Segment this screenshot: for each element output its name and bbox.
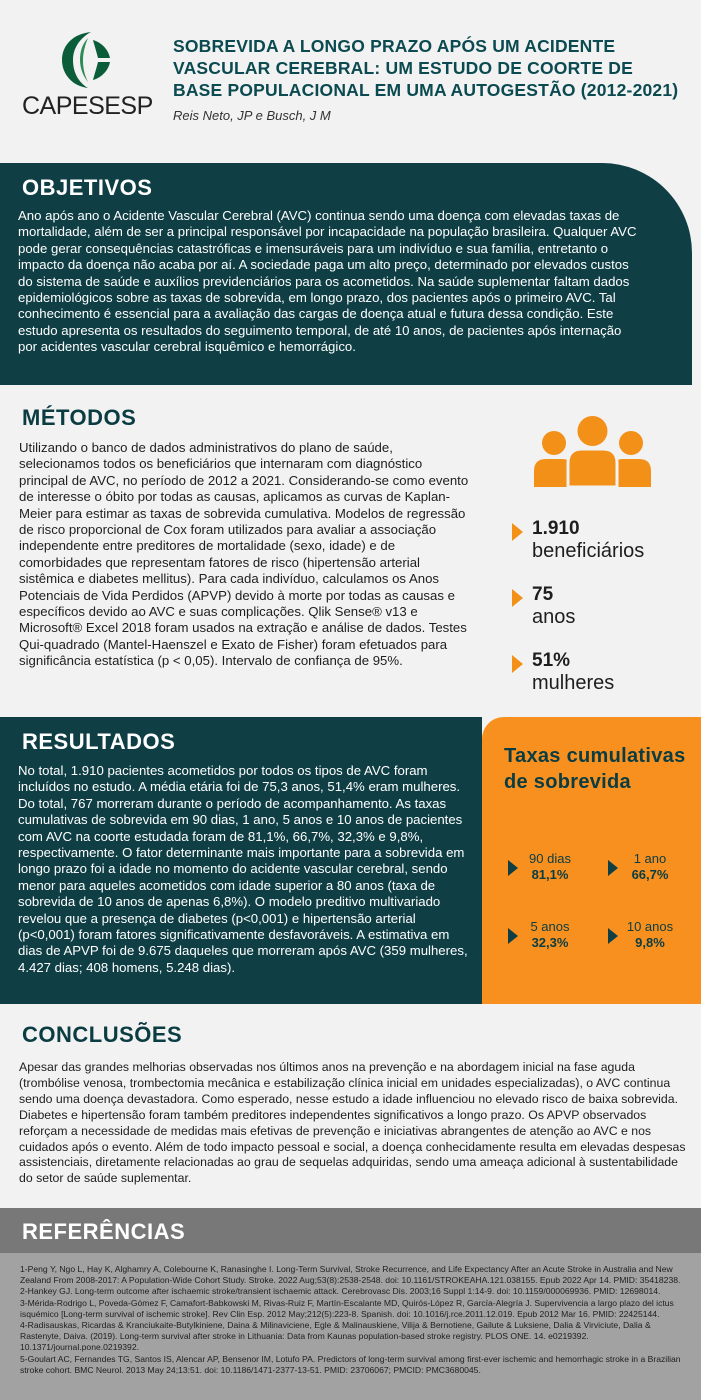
referencias-section	[0, 1208, 701, 1400]
referencias-heading: REFERÊNCIAS	[22, 1219, 186, 1244]
rate-label: 10 anos	[626, 919, 674, 934]
resultados-heading: RESULTADOS	[22, 729, 176, 754]
stat-label: anos	[532, 606, 576, 628]
authors: Reis Neto, JP e Busch, J M	[173, 108, 331, 123]
arrow-right-icon	[508, 928, 518, 944]
stat-mulheres	[512, 650, 682, 698]
arrow-right-icon	[608, 928, 618, 944]
resultados-section	[0, 717, 482, 1004]
stat-label: mulheres	[532, 672, 615, 694]
metodos-text: Utilizando o banco de dados administrativos do plano de saúde, selecionamos todos os beneficiários que internaram com diagnóstico principal de AVC, no período de 2012 a 2021. Considerando-se como evento de interesse o óbito por todas as causas, aplicamos as curvas de Kaplan-Meier para estimar as taxas de sobrevida cumulativa. Modelos de regressão de risco proporcional de Cox foram utilizados para avaliar a associação independente entre preditores de mortalidade (sexo, idade) e de comorbidades que representam fatores de risco (hipertensão arterial sistêmica e diabetes mellitus). Para cada indivíduo, calculamos os Anos Potenciais de Vida Perdidos (APVP) devido à morte por todas as causas e específicos devido ao AVC e suas complicações. Qlik Sense® v13 e Microsoft® Excel 2018 foram usados na extração e análise de dados. Testes Qui-quadrado (Mantel-Haenszel e Exato de Fisher) foram efetuados para significância estatística (p < 0,05). Intervalo de confiança de 95%.	[19, 440, 469, 669]
reference-item: 1-Peng Y, Ngo L, Hay K, Alghamry A, Colebourne K, Ranasinghe I. Long-Term Survival, Stroke Recurrence, and Life Expectancy After an Acute Stroke in Australia and New Zealand From 2008-2017: A Population-Wide Cohort Study. Stroke. 2022 Aug;53(8):2538-2548. doi: 10.1161/STROKEAHA.121.038155. Epub 2022 Apr 14. PMID: 35418238.	[20, 1264, 681, 1286]
rate-value: 81,1%	[531, 867, 569, 882]
stat-label: beneficiários	[532, 540, 645, 562]
stat-value: 51%	[532, 650, 571, 671]
arrow-right-icon	[608, 860, 618, 876]
conclusoes-heading: CONCLUSÕES	[22, 1022, 183, 1047]
people-group-icon	[530, 415, 655, 487]
arrow-right-icon	[512, 523, 523, 541]
rate-90-dias	[508, 851, 598, 887]
taxas-title: Taxas cumulativas de sobrevida	[504, 745, 686, 793]
rate-label: 90 dias	[529, 851, 571, 866]
reference-item: 3-Mérida-Rodrigo L, Poveda-Gómez F, Camafort-Babkowski M, Rivas-Ruiz F, Martín-Escalante MD, Quirós-López R, García-Alegría J. Supervivencia a largo plazo del ictus isquémico [Long-term survival of ischemic stroke]. Rev Clin Esp. 2012 May;212(5):223-8. Spanish. doi: 10.1016/j.rce.2011.12.019. Epub 2012 Mar 16. PMID: 22425144.	[20, 1297, 674, 1319]
capesesp-logo	[22, 30, 152, 125]
stat-idade	[512, 584, 682, 632]
objetivos-text: Ano após ano o Acidente Vascular Cerebral (AVC) continua sendo uma doença com elevadas taxas de mortalidade, além de ser a principal responsável por incapacidade na população brasileira. Qualquer AVC pode gerar consequências catastróficas e imensuráveis para um indivíduo e sua família, entretanto o impacto da doença não acaba por aí. A sociedade paga um alto preço, determinado por elevados custos do sistema de saúde e auxílios previdenciários para os acometidos. Na saúde suplementar faltam dados epidemiológicos sobre as taxas de sobrevida, em longo prazo, dos pacientes após o primeiro AVC. Tal conhecimento é essencial para a avaliação das cargas de doença atual e futura dessa condição. Este estudo apresenta os resultados do seguimento temporal, de até 10 anos, de pacientes após internação por acidentes vascular cerebral isquêmico e hemorrágico.	[18, 208, 637, 355]
arrow-right-icon	[512, 655, 523, 673]
referencias-header	[0, 1208, 701, 1253]
rate-10-anos	[608, 919, 698, 955]
capesesp-logo-mark-icon	[58, 30, 116, 90]
reference-list	[20, 1264, 690, 1376]
reference-item: 2-Hankey GJ. Long-term outcome after ischaemic stroke/transient ischaemic attack. Cerebrovasc Dis. 2003;16 Suppl 1:14-9. doi: 10.1159/000069936. PMID: 12698014.	[20, 1286, 661, 1297]
stat-value: 1.910	[532, 518, 580, 539]
objetivos-section	[0, 163, 692, 385]
stat-beneficiarios	[512, 518, 682, 566]
rate-value: 32,3%	[531, 935, 569, 950]
conclusoes-text: Apesar das grandes melhorias observadas nos últimos anos na prevenção e na abordagem inicial na fase aguda (trombólise venosa, trombectomia mecânica e estabilização clínica inicial em unidades especializadas), o AVC continua sendo uma doença devastadora. Como esperado, nesse estudo a idade influenciou no elevado risco de baixa sobrevida. Diabetes e hipertensão foram também preditores independentes significativos a longo prazo. Os APVP observados reforçam a necessidade de medidas mais efetivas de prevenção e iniciativas abrangentes de atenção ao AVC e nos cuidados após o evento. Além de todo impacto pessoal e social, a doença conhecidamente resulta em elevadas despesas assistenciais, diretamente relacionadas ao grau de sequelas adquiridas, sendo uma ameaça adicional à sustentabilidade do setor de saúde suplementar.	[19, 1060, 686, 1186]
rate-value: 66,7%	[631, 867, 669, 882]
stat-value: 75	[532, 584, 554, 605]
rate-label: 5 anos	[530, 919, 570, 934]
metodos-heading: MÉTODOS	[22, 405, 137, 430]
rate-1-ano	[608, 851, 698, 887]
rate-value: 9,8%	[635, 935, 665, 950]
reference-item: 4-Radisauskas, Ricardas & Kranciukaite-Butylkiniene, Daina & Milinaviciene, Egle & Malinauskiene, Vilija & Bernotiene, Gailute & Luksiene, Dalia & Virviciute, Dalia & Rastenyte, Daiva. (2019). Long-term survival after stroke in Lithuania: Data from Kaunas population-based stroke registry. PLOS ONE. 14. e0219392. 10.1371/journal.pone.0219392.	[20, 1320, 651, 1353]
arrow-right-icon	[512, 589, 523, 607]
arrow-right-icon	[508, 860, 518, 876]
reference-item: 5-Goulart AC, Fernandes TG, Santos IS, Alencar AP, Bensenor IM, Lotufo PA. Predictors of long-term survival among first-ever ischemic and hemorrhagic stroke in a Brazilian stroke cohort. BMC Neurol. 2013 May 24;13:51. doi: 10.1186/1471-2377-13-51. PMID: 23706067; PMCID: PMC3680045.	[20, 1353, 681, 1375]
rate-label: 1 ano	[633, 851, 667, 866]
logo-text: CAPESESP	[22, 92, 153, 120]
taxas-panel	[482, 717, 701, 1004]
poster-title: SOBREVIDA A LONGO PRAZO APÓS UM ACIDENTE VASCULAR CEREBRAL: UM ESTUDO DE COORTE DE BASE POPULACIONAL EM UMA AUTOGESTÃO (2012-2021)	[173, 36, 679, 100]
resultados-text: No total, 1.910 pacientes acometidos por todos os tipos de AVC foram incluídos no estudo. A média etária foi de 75,3 anos, 51,4% eram mulheres. Do total, 767 morreram durante o período de acompanhamento. As taxas cumulativas de sobrevida em 90 dias, 1 ano, 5 anos e 10 anos de pacientes com AVC na coorte estudada foram de 81,1%, 66,7%, 32,3% e 9,8%, respectivamente. O fator determinante mais importante para a sobrevida em longo prazo foi a idade no momento do acidente vascular cerebral, sendo menor para aqueles acometidos com idade superior a 80 anos (taxa de sobrevida de 10 anos de apenas 6,8%). O modelo preditivo multivariado revelou que a presença de diabetes (p<0,001) e hipertensão arterial (p<0,001) foram fatores significativamente desfavoráveis. A estimativa em dias de APVP foi de 9.675 daqueles que morreram após AVC (359 mulheres, 4.427 dias; 408 homens, 5.248 dias).	[18, 763, 468, 975]
rate-5-anos	[508, 919, 598, 955]
objetivos-heading: OBJETIVOS	[22, 175, 153, 200]
